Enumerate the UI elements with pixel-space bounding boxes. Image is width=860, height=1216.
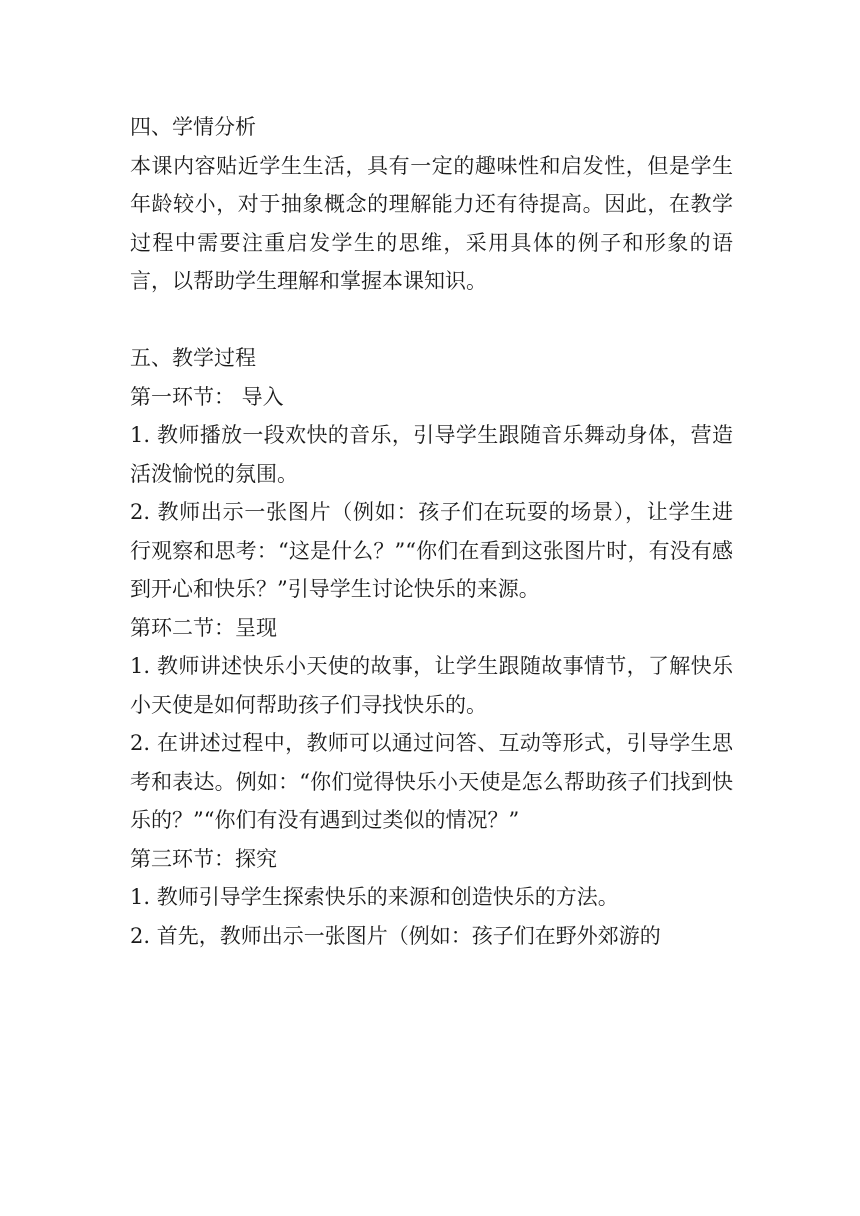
step-explore-item-2: 2. 首先，教师出示一张图片（例如：孩子们在野外郊游的 bbox=[130, 923, 661, 948]
step-intro-item-2: 2. 教师出示一张图片（例如：孩子们在玩耍的场景），让学生进行观察和思考：“这是什么？”“你们在看到这张图片时，有没有感到开心和快乐？”引导学生讨论快乐的来源。 bbox=[130, 500, 733, 601]
section-heading-analysis: 四、学情分析 bbox=[130, 115, 256, 139]
section-spacer bbox=[130, 301, 733, 340]
section-heading-process: 五、教学过程 bbox=[130, 346, 256, 370]
step-title-explore: 第三环节：探究 bbox=[130, 846, 277, 871]
step-title-intro: 第一环节： 导入 bbox=[130, 384, 284, 409]
step-intro-item-1: 1. 教师播放一段欢快的音乐，引导学生跟随音乐舞动身体，营造活泼愉悦的氛围。 bbox=[130, 423, 733, 486]
step-explore-item-1: 1. 教师引导学生探索快乐的来源和创造快乐的方法。 bbox=[130, 885, 619, 909]
step-present-item-2: 2. 在讲述过程中，教师可以通过问答、互动等形式，引导学生思考和表达。例如：“你们觉得快乐小天使是怎么帮助孩子们找到快乐的？”“你们有没有遇到过类似的情况？” bbox=[130, 731, 733, 832]
analysis-paragraph: 本课内容贴近学生生活，具有一定的趣味性和启发性，但是学生年龄较小，对于抽象概念的理解能力还有待提高。因此，在教学过程中需要注重启发学生的思维，采用具体的例子和形象的语言，以帮助学生理解和掌握本课知识。 bbox=[130, 153, 733, 293]
step-present-item-1: 1. 教师讲述快乐小天使的故事，让学生跟随故事情节，了解快乐小天使是如何帮助孩子们寻找快乐的。 bbox=[130, 654, 733, 717]
document-page bbox=[130, 108, 733, 955]
step-title-present: 第环二节：呈现 bbox=[130, 615, 277, 640]
